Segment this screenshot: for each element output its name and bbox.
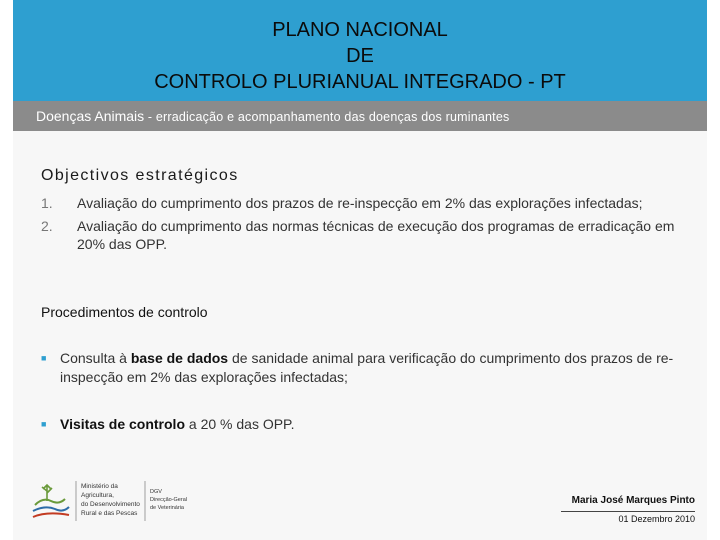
- ministry-text-line: do Desenvolvimento: [81, 501, 140, 508]
- procedure-text-bold: base de dados: [130, 350, 229, 366]
- objective-text: Avaliação do cumprimento dos prazos de re-inspecção em 2% das explorações infectadas;: [77, 195, 643, 211]
- procedure-text-post: a 20 % das OPP.: [185, 416, 295, 432]
- objective-number: 1.: [41, 195, 53, 211]
- objectives-heading: Objectivos estratégicos: [41, 167, 239, 184]
- title-line-1: PLANO NACIONAL: [272, 19, 448, 41]
- ministry-logo: [29, 471, 199, 527]
- objective-number: 2.: [41, 218, 53, 234]
- objective-item: [41, 217, 691, 253]
- subtitle-rest: - erradicação e acompanhamento das doenças dos ruminantes: [144, 110, 510, 124]
- footer-divider: [561, 511, 695, 512]
- dgv-text-line: DGV: [150, 489, 162, 495]
- ministry-text-line: Rural e das Pescas: [81, 510, 138, 517]
- ministry-text-line: Agricultura,: [81, 492, 114, 499]
- objective-text: Avaliação do cumprimento das normas técnicas de execução dos programas de erradicação em 20% das OPP.: [77, 218, 675, 252]
- dgv-text-line: de Veterinária: [150, 505, 184, 511]
- title-line-3: CONTROLO PLURIANUAL INTEGRADO - PT: [154, 71, 566, 93]
- objective-item: [41, 194, 691, 212]
- procedure-text-bold: Visitas de controlo: [60, 416, 185, 432]
- presentation-date: 01 Dezembro 2010: [618, 514, 695, 524]
- procedure-text: [60, 349, 691, 387]
- procedure-bullet-item: [41, 415, 691, 434]
- ministry-text-line: Ministério da: [81, 483, 118, 490]
- content-area: [13, 131, 707, 540]
- procedure-text-pre: Consulta à: [60, 350, 131, 366]
- dgv-text-line: Direcção-Geral: [150, 497, 187, 503]
- subtitle-lead: Doenças Animais: [36, 108, 145, 124]
- author-name: Maria José Marques Pinto: [571, 495, 695, 506]
- procedure-bullet-item: [41, 349, 691, 387]
- procedure-text: [60, 415, 294, 434]
- procedures-heading: Procedimentos de controlo: [41, 304, 208, 320]
- square-bullet-icon: ■: [41, 353, 47, 363]
- title-line-2: DE: [346, 45, 374, 67]
- ministry-emblem-icon: [33, 485, 69, 517]
- subtitle-band: [13, 101, 707, 131]
- procedure-text-post: de sanidade animal para verificação do cumprimento dos prazos de re-inspecção em 2% das explorações infectadas;: [60, 350, 674, 385]
- square-bullet-icon: ■: [41, 419, 47, 429]
- objectives-list: [41, 194, 691, 258]
- title-band: [13, 0, 707, 101]
